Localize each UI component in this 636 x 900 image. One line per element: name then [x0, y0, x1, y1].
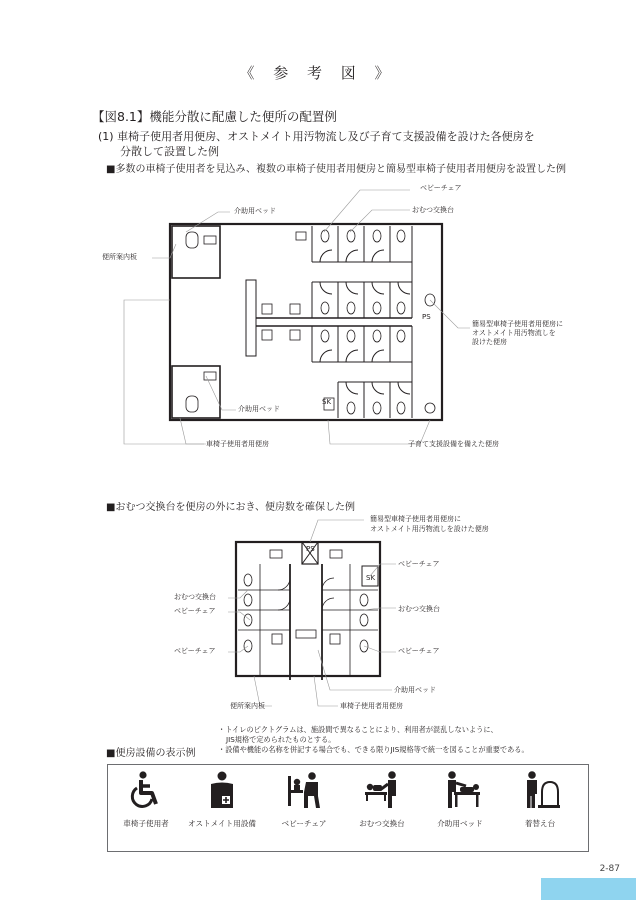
legend-label-changing-board: 着替え台	[524, 819, 556, 828]
plan2-label-sk: SK	[366, 574, 376, 582]
note-line-2: JIS規格で定められたものとする。	[226, 735, 336, 744]
plan1-label-simple-wc-1: 簡易型車椅子使用者用便房に	[472, 320, 563, 328]
legend-label-care-bed: 介助用ベッド	[437, 819, 483, 828]
changing-board-icon	[520, 770, 560, 810]
plan1-leader-lines	[124, 190, 470, 444]
plan1-label-guide-board: 便所案内板	[102, 253, 137, 261]
plan1-label-simple-wc-2: オストメイト用汚物流しを	[472, 329, 556, 337]
legend-item-wheelchair	[112, 770, 180, 829]
plan1-label-care-bed-top: 介助用ベッド	[234, 207, 276, 215]
diaper-changing-icon	[362, 770, 402, 810]
plan2-label-baby-chair-left-1: ベビーチェア	[174, 607, 216, 615]
care-bed-icon	[438, 770, 482, 810]
legend-label-baby-chair: ベビーチェア	[281, 819, 327, 828]
plan1-label-diaper-table: おむつ交換台	[412, 206, 454, 214]
page-accent-bar	[541, 878, 636, 900]
plan1-label-ps: PS	[422, 313, 431, 321]
plan1-label-sk: SK	[322, 398, 332, 406]
legend-item-changing-board	[506, 770, 574, 829]
legend-label-ostomate: オストメイト用設備	[187, 819, 257, 828]
legend-item-ostomate	[188, 770, 256, 829]
plan1-wc-room-upper	[172, 226, 220, 278]
plan2-label-diaper-left: おむつ交換台	[174, 593, 216, 601]
plan1-label-care-bed-bottom: 介助用ベッド	[238, 405, 280, 413]
plan2-label-diaper-right: おむつ交換台	[398, 605, 440, 613]
page-number: 2-87	[599, 864, 620, 874]
subtitle-line-2: 分散して設置した例	[120, 145, 219, 158]
note-line-1: ・トイレのピクトグラムは、施設間で異なることにより、利用者が混乱しないように、	[218, 725, 498, 734]
legend-item-baby-chair	[270, 770, 338, 829]
plan1-heading: ■多数の車椅子使用者を見込み、複数の車椅子使用者用便房と簡易型車椅子使用者用便房を設置した例	[106, 164, 567, 175]
note-line-3: ・設備や機能の名称を併記する場合でも、できる限りJIS規格等で統一を図ることが重要である。	[218, 745, 529, 754]
legend-item-care-bed	[426, 770, 494, 829]
legend-label-diaper: おむつ交換台	[359, 819, 405, 828]
plan1-wc-room-lower	[172, 366, 220, 418]
legend-heading: ■便房設備の表示例	[106, 748, 196, 759]
plan2-label-baby-chair-left-2: ベビーチェア	[174, 647, 216, 655]
plan1-label-wheelchair-room: 車椅子使用者用便房	[206, 440, 269, 448]
subtitle-line-1: (1) 車椅子使用者用便房、オストメイト用汚物流し及び子育て支援設備を設けた各便房を	[98, 130, 535, 143]
legend-label-wheelchair: 車椅子使用者	[123, 819, 169, 828]
plan2-outer-wall	[236, 542, 380, 676]
plan2-label-care-bed: 介助用ベッド	[394, 686, 436, 694]
plan1-partition-vertical	[246, 280, 256, 356]
plan1-label-simple-wc-3: 設けた便房	[472, 338, 507, 346]
legend-item-diaper	[348, 770, 416, 829]
plan2-label-simple-wc-1: 簡易型車椅子使用者用便房に	[370, 515, 461, 523]
wheelchair-icon	[126, 770, 166, 810]
plan2-label-ps: PS	[306, 545, 315, 553]
page-title: 《 参 考 図 》	[239, 64, 397, 82]
plan1-upper-booths	[312, 226, 412, 318]
plan2-label-simple-wc-2: オストメイト用汚物流しを設けた便房	[370, 525, 489, 533]
plan2-label-wheelchair-room: 車椅子使用者用便房	[340, 702, 403, 710]
plan2-floorplan	[0, 480, 636, 720]
figure-title: 【図8.1】機能分散に配慮した便所の配置例	[92, 109, 337, 124]
ostomate-icon	[202, 770, 242, 810]
plan1-label-baby-chair: ベビーチェア	[420, 184, 462, 192]
plan2-label-baby-chair-right-2: ベビーチェア	[398, 647, 440, 655]
plan2-heading: ■おむつ交換台を便房の外におき、便房数を確保した例	[106, 502, 356, 513]
baby-chair-icon	[284, 770, 324, 810]
plan1-label-childcare-room: 子育て支援設備を備えた便房	[408, 440, 499, 448]
plan2-label-baby-chair-right-1: ベビーチェア	[398, 560, 440, 568]
plan2-label-guide-board: 便所案内板	[230, 702, 265, 710]
